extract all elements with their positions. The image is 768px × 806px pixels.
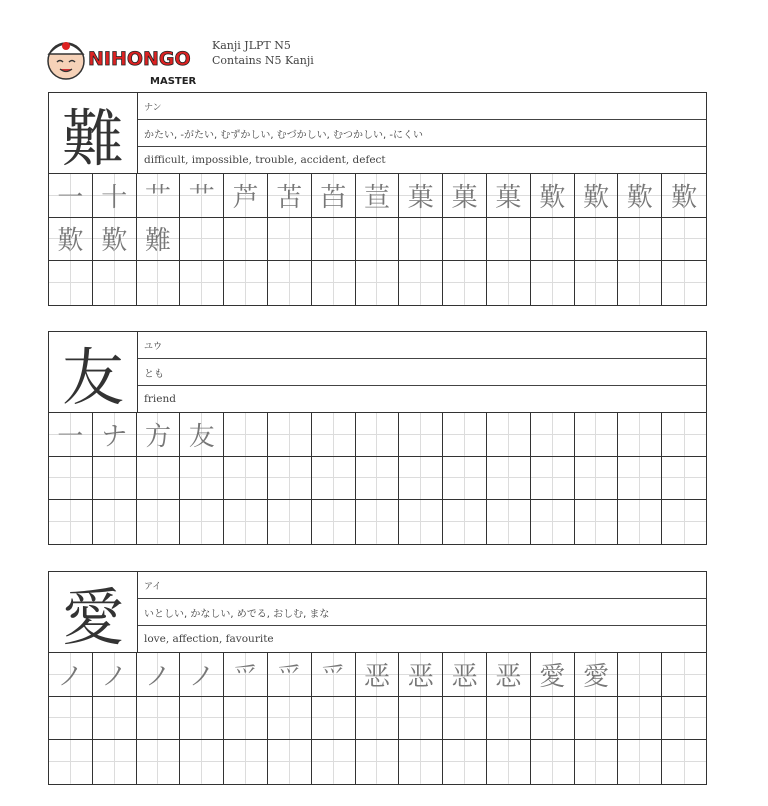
stroke-order-cell: 爫 bbox=[224, 653, 268, 697]
stroke-order-cell: 方 bbox=[137, 413, 181, 457]
stroke-order-cell: ノ bbox=[180, 653, 224, 697]
practice-cell bbox=[662, 457, 706, 501]
practice-cell bbox=[443, 218, 487, 262]
nihongo-master-logo bbox=[44, 34, 204, 88]
practice-cell bbox=[180, 740, 224, 784]
kanji-character: 友 bbox=[49, 332, 138, 412]
practice-cell bbox=[224, 261, 268, 305]
header-line-1: Kanji JLPT N5 bbox=[212, 39, 291, 52]
stroke-order-cell: 歎 bbox=[49, 218, 93, 262]
practice-cell bbox=[268, 413, 312, 457]
stroke-order-cell: ノ bbox=[49, 653, 93, 697]
practice-cell bbox=[312, 261, 356, 305]
practice-cell bbox=[356, 697, 400, 741]
practice-cell bbox=[312, 218, 356, 262]
onyomi: アイ bbox=[138, 572, 706, 599]
practice-cell bbox=[49, 500, 93, 544]
practice-cell bbox=[575, 457, 619, 501]
stroke-order-cell: 十 bbox=[93, 174, 137, 218]
stroke-order-cell: 艹 bbox=[137, 174, 181, 218]
practice-cell bbox=[575, 500, 619, 544]
practice-cell bbox=[399, 261, 443, 305]
practice-cell bbox=[487, 413, 531, 457]
practice-cell bbox=[312, 500, 356, 544]
practice-cell bbox=[487, 261, 531, 305]
practice-cell bbox=[224, 740, 268, 784]
stroke-order-cell: 歎 bbox=[575, 174, 619, 218]
practice-cell bbox=[443, 500, 487, 544]
stroke-order-cell: 一 bbox=[49, 413, 93, 457]
practice-cell bbox=[662, 413, 706, 457]
practice-cell bbox=[137, 261, 181, 305]
practice-cell bbox=[618, 697, 662, 741]
practice-cell bbox=[356, 500, 400, 544]
practice-cell bbox=[618, 413, 662, 457]
practice-cell bbox=[531, 457, 575, 501]
practice-cell bbox=[137, 500, 181, 544]
practice-cell bbox=[487, 457, 531, 501]
stroke-order-cell: 歎 bbox=[93, 218, 137, 262]
practice-cell bbox=[618, 740, 662, 784]
practice-cell bbox=[49, 261, 93, 305]
stroke-order-cell: 爫 bbox=[268, 653, 312, 697]
practice-cell bbox=[268, 500, 312, 544]
kanji-block-nan bbox=[48, 92, 707, 306]
practice-cell bbox=[531, 413, 575, 457]
stroke-order-cell: 歎 bbox=[531, 174, 575, 218]
practice-grid bbox=[49, 174, 706, 305]
kanji-character: 難 bbox=[49, 93, 138, 173]
practice-cell bbox=[662, 500, 706, 544]
stroke-order-cell: 友 bbox=[180, 413, 224, 457]
practice-cell bbox=[93, 697, 137, 741]
practice-cell bbox=[662, 261, 706, 305]
practice-cell bbox=[575, 697, 619, 741]
stroke-order-cell: ノ bbox=[93, 653, 137, 697]
practice-cell bbox=[399, 697, 443, 741]
practice-cell bbox=[137, 740, 181, 784]
practice-cell bbox=[443, 740, 487, 784]
practice-cell bbox=[224, 457, 268, 501]
stroke-order-cell: 苫 bbox=[268, 174, 312, 218]
practice-cell bbox=[443, 261, 487, 305]
practice-cell bbox=[268, 740, 312, 784]
practice-cell bbox=[312, 740, 356, 784]
practice-cell bbox=[487, 218, 531, 262]
practice-cell bbox=[312, 457, 356, 501]
practice-cell bbox=[356, 261, 400, 305]
practice-cell bbox=[487, 740, 531, 784]
stroke-order-cell: 菓 bbox=[487, 174, 531, 218]
practice-cell bbox=[443, 457, 487, 501]
header-line-2: Contains N5 Kanji bbox=[212, 54, 314, 67]
practice-cell bbox=[618, 653, 662, 697]
practice-cell bbox=[312, 413, 356, 457]
practice-cell bbox=[618, 261, 662, 305]
stroke-order-cell: 艹 bbox=[180, 174, 224, 218]
practice-grid bbox=[49, 653, 706, 784]
stroke-order-cell: ナ bbox=[93, 413, 137, 457]
practice-cell bbox=[575, 261, 619, 305]
practice-cell bbox=[268, 218, 312, 262]
practice-cell bbox=[268, 697, 312, 741]
practice-cell bbox=[531, 261, 575, 305]
practice-cell bbox=[49, 697, 93, 741]
practice-cell bbox=[137, 457, 181, 501]
svg-text:NIHONGO: NIHONGO bbox=[88, 48, 191, 70]
practice-cell bbox=[531, 740, 575, 784]
stroke-order-cell: 恶 bbox=[487, 653, 531, 697]
practice-cell bbox=[49, 457, 93, 501]
practice-cell bbox=[224, 697, 268, 741]
kunyomi: いとしい, かなしい, めでる, おしむ, まな bbox=[138, 599, 706, 626]
practice-cell bbox=[662, 218, 706, 262]
onyomi: ナン bbox=[138, 93, 706, 120]
kanji-block-ai bbox=[48, 571, 707, 785]
stroke-order-cell: 恶 bbox=[399, 653, 443, 697]
stroke-order-cell: 菓 bbox=[443, 174, 487, 218]
practice-cell bbox=[399, 457, 443, 501]
meaning: difficult, impossible, trouble, accident, defect bbox=[144, 154, 386, 166]
practice-cell bbox=[224, 500, 268, 544]
stroke-order-cell: 難 bbox=[137, 218, 181, 262]
practice-cell bbox=[180, 218, 224, 262]
practice-cell bbox=[618, 457, 662, 501]
practice-grid bbox=[49, 413, 706, 544]
practice-cell bbox=[618, 218, 662, 262]
practice-cell bbox=[443, 413, 487, 457]
worksheet-header bbox=[212, 38, 314, 68]
practice-cell bbox=[399, 740, 443, 784]
stroke-order-cell: 歎 bbox=[662, 174, 706, 218]
meaning: love, affection, favourite bbox=[144, 633, 274, 645]
practice-cell bbox=[224, 218, 268, 262]
practice-cell bbox=[93, 740, 137, 784]
practice-cell bbox=[180, 500, 224, 544]
stroke-order-cell: 菓 bbox=[399, 174, 443, 218]
stroke-order-cell: 愛 bbox=[575, 653, 619, 697]
stroke-order-cell: ノ bbox=[137, 653, 181, 697]
practice-cell bbox=[618, 500, 662, 544]
stroke-order-cell: 恶 bbox=[356, 653, 400, 697]
practice-cell bbox=[487, 697, 531, 741]
practice-cell bbox=[268, 261, 312, 305]
practice-cell bbox=[137, 697, 181, 741]
practice-cell bbox=[93, 261, 137, 305]
onyomi: ユウ bbox=[138, 332, 706, 359]
practice-cell bbox=[224, 413, 268, 457]
practice-cell bbox=[356, 413, 400, 457]
practice-cell bbox=[662, 697, 706, 741]
practice-cell bbox=[399, 218, 443, 262]
stroke-order-cell: 恶 bbox=[443, 653, 487, 697]
svg-text:MASTER: MASTER bbox=[150, 76, 197, 87]
stroke-order-cell: 芦 bbox=[224, 174, 268, 218]
practice-cell bbox=[93, 500, 137, 544]
kunyomi: とも bbox=[138, 359, 706, 386]
practice-cell bbox=[93, 457, 137, 501]
practice-cell bbox=[575, 740, 619, 784]
stroke-order-cell: 一 bbox=[49, 174, 93, 218]
practice-cell bbox=[268, 457, 312, 501]
kanji-block-yuu bbox=[48, 331, 707, 545]
practice-cell bbox=[312, 697, 356, 741]
practice-cell bbox=[356, 740, 400, 784]
stroke-order-cell: 爫 bbox=[312, 653, 356, 697]
meaning: friend bbox=[144, 393, 176, 405]
practice-cell bbox=[399, 500, 443, 544]
stroke-order-cell: 愛 bbox=[531, 653, 575, 697]
kunyomi: かたい, -がたい, むずかしい, むづかしい, むつかしい, -にくい bbox=[138, 120, 706, 147]
practice-cell bbox=[662, 653, 706, 697]
practice-cell bbox=[399, 413, 443, 457]
practice-cell bbox=[180, 261, 224, 305]
practice-cell bbox=[531, 500, 575, 544]
practice-cell bbox=[356, 218, 400, 262]
practice-cell bbox=[575, 413, 619, 457]
practice-cell bbox=[356, 457, 400, 501]
practice-cell bbox=[443, 697, 487, 741]
stroke-order-cell: 苩 bbox=[312, 174, 356, 218]
practice-cell bbox=[575, 218, 619, 262]
practice-cell bbox=[487, 500, 531, 544]
stroke-order-cell: 荁 bbox=[356, 174, 400, 218]
practice-cell bbox=[180, 457, 224, 501]
practice-cell bbox=[662, 740, 706, 784]
practice-cell bbox=[49, 740, 93, 784]
practice-cell bbox=[531, 697, 575, 741]
stroke-order-cell: 歎 bbox=[618, 174, 662, 218]
kanji-character: 愛 bbox=[49, 572, 138, 652]
practice-cell bbox=[531, 218, 575, 262]
practice-cell bbox=[180, 697, 224, 741]
